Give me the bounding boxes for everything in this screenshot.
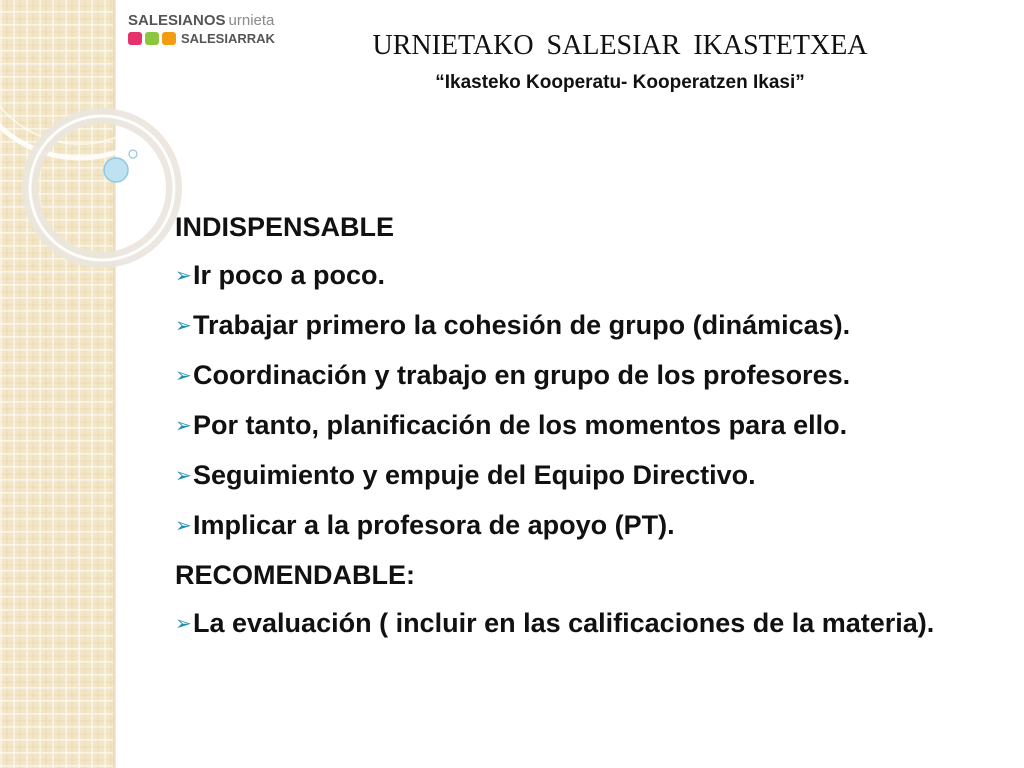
school-logo [128,12,298,52]
section-heading-indispensable: INDISPENSABLE [175,212,395,242]
logo-square [128,32,142,45]
logo-square [145,32,159,45]
arrow-right-icon: ➢ [175,613,192,635]
section-heading-recomendable: RECOMENDABLE: [175,560,415,590]
arrow-right-icon: ➢ [175,265,192,287]
list-item-text: Coordinación y trabajo en grupo de los profesores. [193,360,851,390]
bullet-list-indispensable [175,256,975,545]
logo-squares [128,32,179,45]
page-subtitle: “Ikasteko Kooperatu- Kooperatzen Ikasi” [435,72,805,93]
list-item-text: Ir poco a poco. [193,260,386,290]
list-item-text: Trabajar primero la cohesión de grupo (dinámicas). [193,310,851,340]
list-item [175,456,975,495]
logo-square [162,32,176,45]
list-item [175,406,975,445]
list-item [175,306,975,345]
logo-text-bottom: SALESIARRAK [181,31,275,46]
arrow-right-icon: ➢ [175,515,192,537]
slide-body [175,208,975,654]
logo-text-top: SALESIANOS urnieta [128,12,275,29]
arrow-right-icon: ➢ [175,465,192,487]
list-item-text: La evaluación ( incluir en las calificaciones de la materia). [193,608,935,638]
list-item [175,356,975,395]
list-item [175,256,975,295]
list-item-text: Implicar a la profesora de apoyo (PT). [193,510,675,540]
list-item-text: Seguimiento y empuje del Equipo Directivo. [193,460,756,490]
page-title: URNIETAKO SALESIAR IKASTETXEA [372,30,868,61]
arrow-right-icon: ➢ [175,415,192,437]
list-item [175,506,975,545]
arrow-right-icon: ➢ [175,365,192,387]
list-item [175,604,975,643]
bullet-list-recomendable [175,604,975,643]
list-item-text: Por tanto, planificación de los momentos para ello. [193,410,848,440]
arrow-right-icon: ➢ [175,315,192,337]
